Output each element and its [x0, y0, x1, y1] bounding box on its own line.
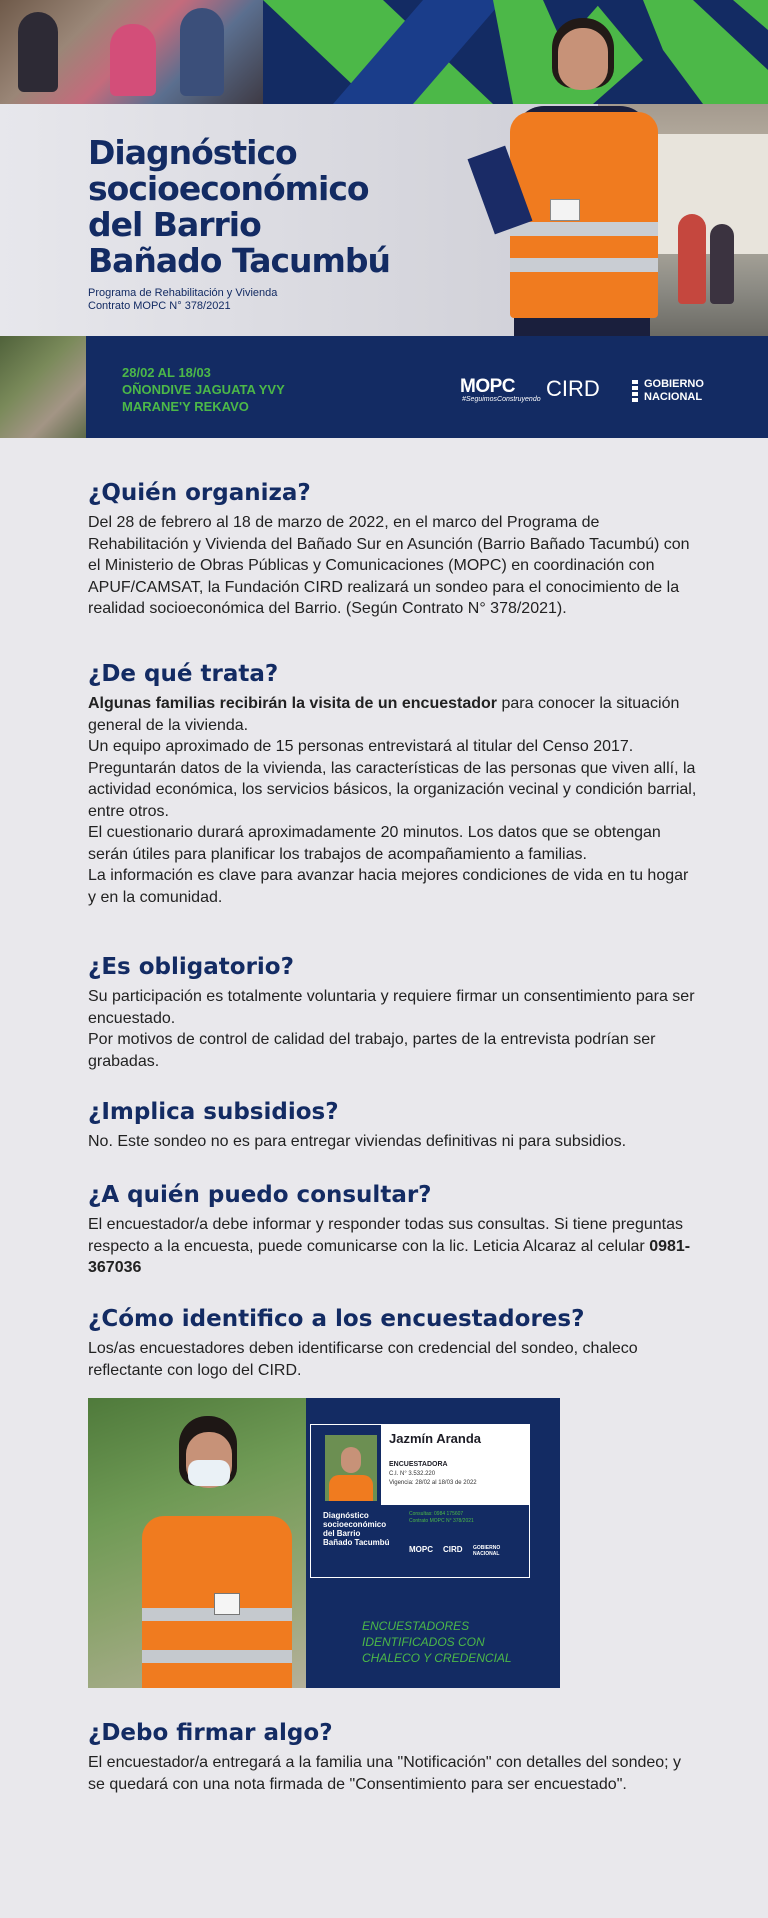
heading-quien: ¿Quién organiza? [88, 480, 311, 506]
heading-trata: ¿De qué trata? [88, 661, 279, 687]
aerial-photo [0, 336, 86, 438]
credential-name: Jazmín Aranda [389, 1431, 481, 1446]
heading-obligatorio: ¿Es obligatorio? [88, 954, 294, 980]
program-subtitle: Programa de Rehabilitación y Vivienda Contrato MOPC N° 378/2021 [88, 287, 278, 312]
section-subsidios [88, 1097, 700, 1153]
phone-number: 0981-367036 [88, 1237, 691, 1276]
credential-title: Diagnóstico socioeconómico del Barrio Bañado Tacumbú [323, 1511, 390, 1547]
surveyor-vest-photo [88, 1398, 306, 1688]
text-firmar: El encuestador/a entregará a la familia una "Notificación" con detalles del sondeo; y se quedará con una nota firmada de "Consentimiento para ser encuestado". [88, 1754, 682, 1793]
section-consultar [88, 1180, 700, 1279]
gov-logo: GOBIERNO NACIONAL [644, 378, 704, 403]
partner-logos [460, 376, 750, 406]
text-trata-3: El cuestionario durará aproximadamente 20 minutos. Los datos que se obtengan serán útiles para planificar los trabajos de acompañamiento a familias. [88, 824, 661, 863]
heading-consultar: ¿A quién puedo consultar? [88, 1182, 432, 1208]
credential-card [310, 1424, 530, 1578]
credential-role: ENCUESTADORA [389, 1461, 448, 1468]
text-trata-4: La información es clave para avanzar hacia mejores condiciones de vida en tu hogar y en la comunidad. [88, 867, 689, 906]
credential-consult: Consultas: 0984 175607 Contrato MOPC N° 378/2021 [409, 1511, 474, 1524]
heading-subsidios: ¿Implica subsidios? [88, 1099, 339, 1125]
surveyor-credential-photo [88, 1398, 560, 1688]
credential-ci: C.I. N° 3.532.220 [389, 1471, 436, 1477]
section-quien [88, 478, 700, 620]
info-bar [86, 336, 768, 438]
section-identifico [88, 1304, 700, 1381]
mopc-tagline: #SeguimosConstruyendo [462, 396, 541, 403]
credential-validity: Vigencia: 28/02 al 18/03 de 2022 [389, 1480, 477, 1486]
section-firmar [88, 1718, 700, 1795]
surveyor-photo [500, 14, 660, 336]
community-photo [0, 0, 263, 104]
text-trata-bold: Algunas familias recibirán la visita de un encuestador [88, 695, 498, 712]
credential-logos: MOPC CIRD GOBIERNO NACIONAL [409, 1545, 501, 1557]
credential-info [381, 1425, 529, 1505]
text-trata-intro: Algunas familias recibirán la visita de un encuestador para conocer la situación general de la vivienda. [88, 695, 680, 734]
section-trata [88, 659, 700, 908]
credential-avatar [325, 1435, 377, 1501]
section-obligatorio [88, 952, 700, 1072]
photo-caption: ENCUESTADORES IDENTIFICADOS CON CHALECO Y CREDENCIAL [362, 1619, 512, 1665]
page-title: Diagnóstico socioeconómico del Barrio Bañado Tacumbú [88, 133, 391, 280]
gov-flag-icon [632, 380, 638, 402]
text-subsidios: No. Este sondeo no es para entregar viviendas definitivas ni para subsidios. [88, 1133, 627, 1150]
mopc-logo: MOPC [460, 376, 515, 397]
text-obligatorio-1: Su participación es totalmente voluntaria y requiere firmar un consentimiento para ser encuestado. [88, 988, 695, 1027]
heading-identifico: ¿Cómo identifico a los encuestadores? [88, 1306, 585, 1332]
title-block [88, 135, 488, 313]
header-banner [0, 0, 768, 438]
text-quien: Del 28 de febrero al 18 de marzo de 2022, en el marco del Programa de Rehabilitación y Vivienda del Bañado Sur en Asunción (Barrio Bañado Tacumbú) con el Ministerio de Obras Públicas y Comunicaciones (MOPC) en coordinación con APUF/CAMSAT, la Fundación CIRD realizará un sondeo para el conocimiento de la realidad socioeconómica del Barrio. (Según Contrato N° 378/2021). [88, 514, 690, 617]
text-consultar: El encuestador/a debe informar y responder todas sus consultas. Si tiene preguntas respecto a la encuesta, puede comunicarse con la lic. Leticia Alcaraz al celular 0981-367036 [88, 1216, 691, 1276]
text-identifico: Los/as encuestadores deben identificarse con credencial del sondeo, chaleco reflectante con logo del CIRD. [88, 1340, 638, 1379]
cird-logo: CIRD [546, 376, 600, 401]
heading-firmar: ¿Debo firmar algo? [88, 1720, 333, 1746]
dates-slogan: 28/02 AL 18/03 OÑONDIVE JAGUATA YVY MARANE'Y REKAVO [122, 365, 285, 414]
text-obligatorio-2: Por motivos de control de calidad del trabajo, partes de la entrevista podrían ser grabadas. [88, 1031, 656, 1070]
text-trata-2: Un equipo aproximado de 15 personas entrevistará al titular del Censo 2017. Preguntarán datos de la vivienda, las características de las personas que viven allí, la actividad económica, los servicios básicos, la organización vecinal y condición barrial, entre otros. [88, 738, 697, 820]
